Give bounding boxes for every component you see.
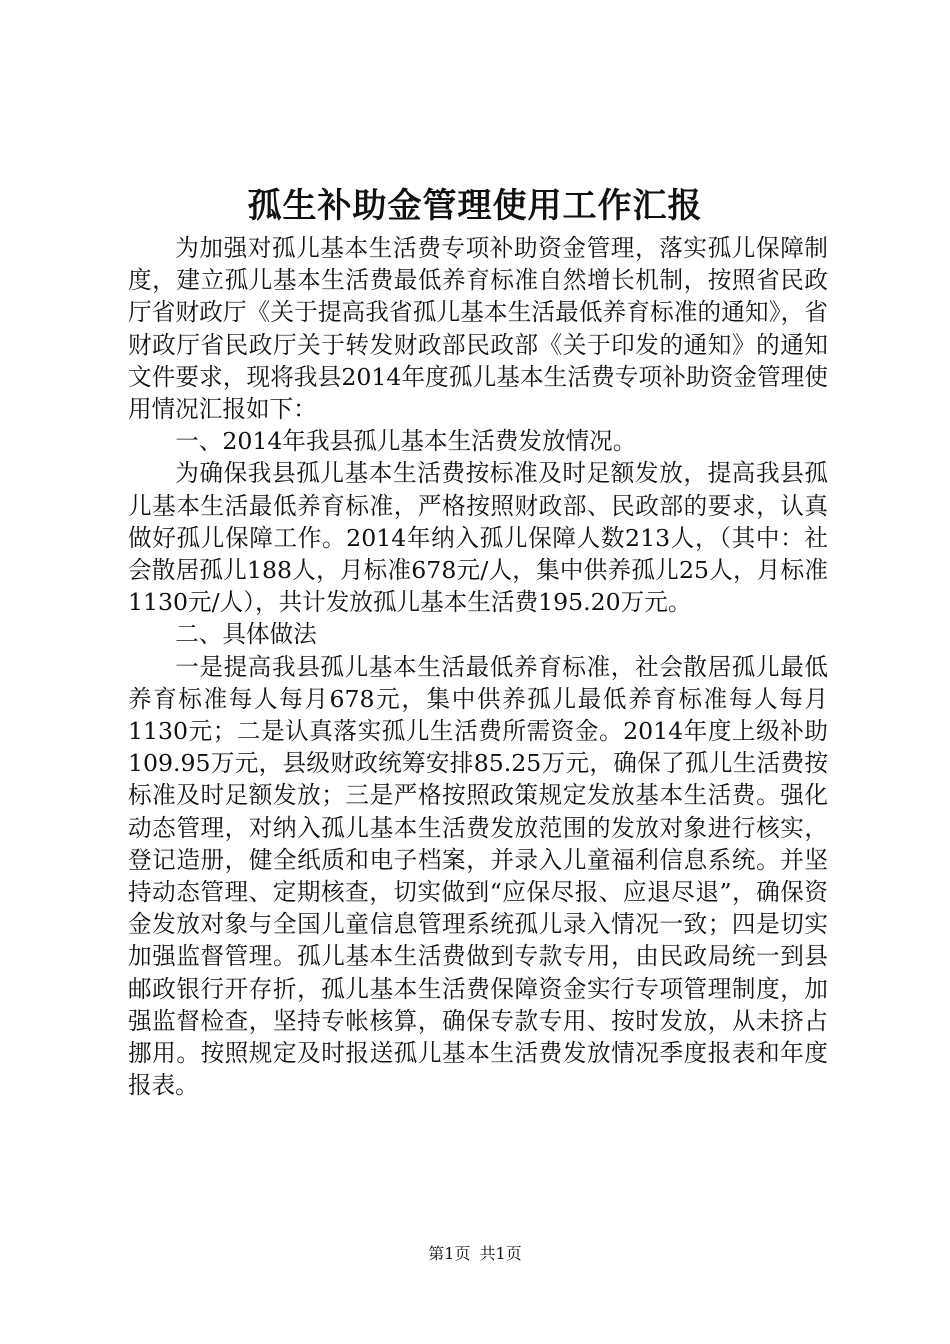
section-heading-2: 二、具体做法 xyxy=(175,620,317,649)
paragraph-distribution: 为确保我县孤儿基本生活费按标准及时足额发放，提高我县孤儿基本生活最低养育标准，严格按照财政部、民政部的要求，认真做好孤儿保障工作。2014年纳入孤儿保障人数213人，（其中：社会散居孤儿188人，月标准678元/人，集中供养孤儿25人，月标准1130元/人），共计发放孤儿基本生活费195.20万元。 xyxy=(128,459,828,617)
page-total: 共1页 xyxy=(479,1244,522,1263)
page-number: 第1页 xyxy=(428,1244,471,1263)
page-footer xyxy=(0,1244,950,1264)
paragraph-intro: 为加强对孤儿基本生活费专项补助资金管理，落实孤儿保障制度，建立孤儿基本生活费最低养育标准自然增长机制，按照省民政厅省财政厅《关于提高我省孤儿基本生活最低养育标准的通知》，省财政厅省民政厅关于转发财政部民政部《关于印发的通知》的通知文件要求，现将我县2014年度孤儿基本生活费专项补助资金管理使用情况汇报如下： xyxy=(128,234,828,424)
document-body xyxy=(128,232,828,1101)
document-title: 孤生补助金管理使用工作汇报 xyxy=(247,186,703,226)
section-heading-1: 一、2014年我县孤儿基本生活费发放情况。 xyxy=(175,427,637,456)
paragraph-measures: 一是提高我县孤儿基本生活最低养育标准，社会散居孤儿最低养育标准每人每月678元，集中供养孤儿最低养育标准每人每月1130元；二是认真落实孤儿生活费所需资金。2014年度上级补助109.95万元，县级财政统筹安排85.25万元，确保了孤儿生活费按标准及时足额发放；三是严格按照政策规定发放基本生活费。强化动态管理，对纳入孤儿基本生活费发放范围的发放对象进行核实，登记造册，健全纸质和电子档案，并录入儿童福利信息系统。并坚持动态管理、定期核查，切实做到“应保尽报、应退尽退”，确保资金发放对象与全国儿童信息管理系统孤儿录入情况一致；四是切实加强监督管理。孤儿基本生活费做到专款专用，由民政局统一到县邮政银行开存折，孤儿基本生活费保障资金实行专项管理制度，加强监督检查，坚持专帐核算，确保专款专用、按时发放，从未挤占挪用。按照规定及时报送孤儿基本生活费发放情况季度报表和年度报表。 xyxy=(128,652,828,1100)
